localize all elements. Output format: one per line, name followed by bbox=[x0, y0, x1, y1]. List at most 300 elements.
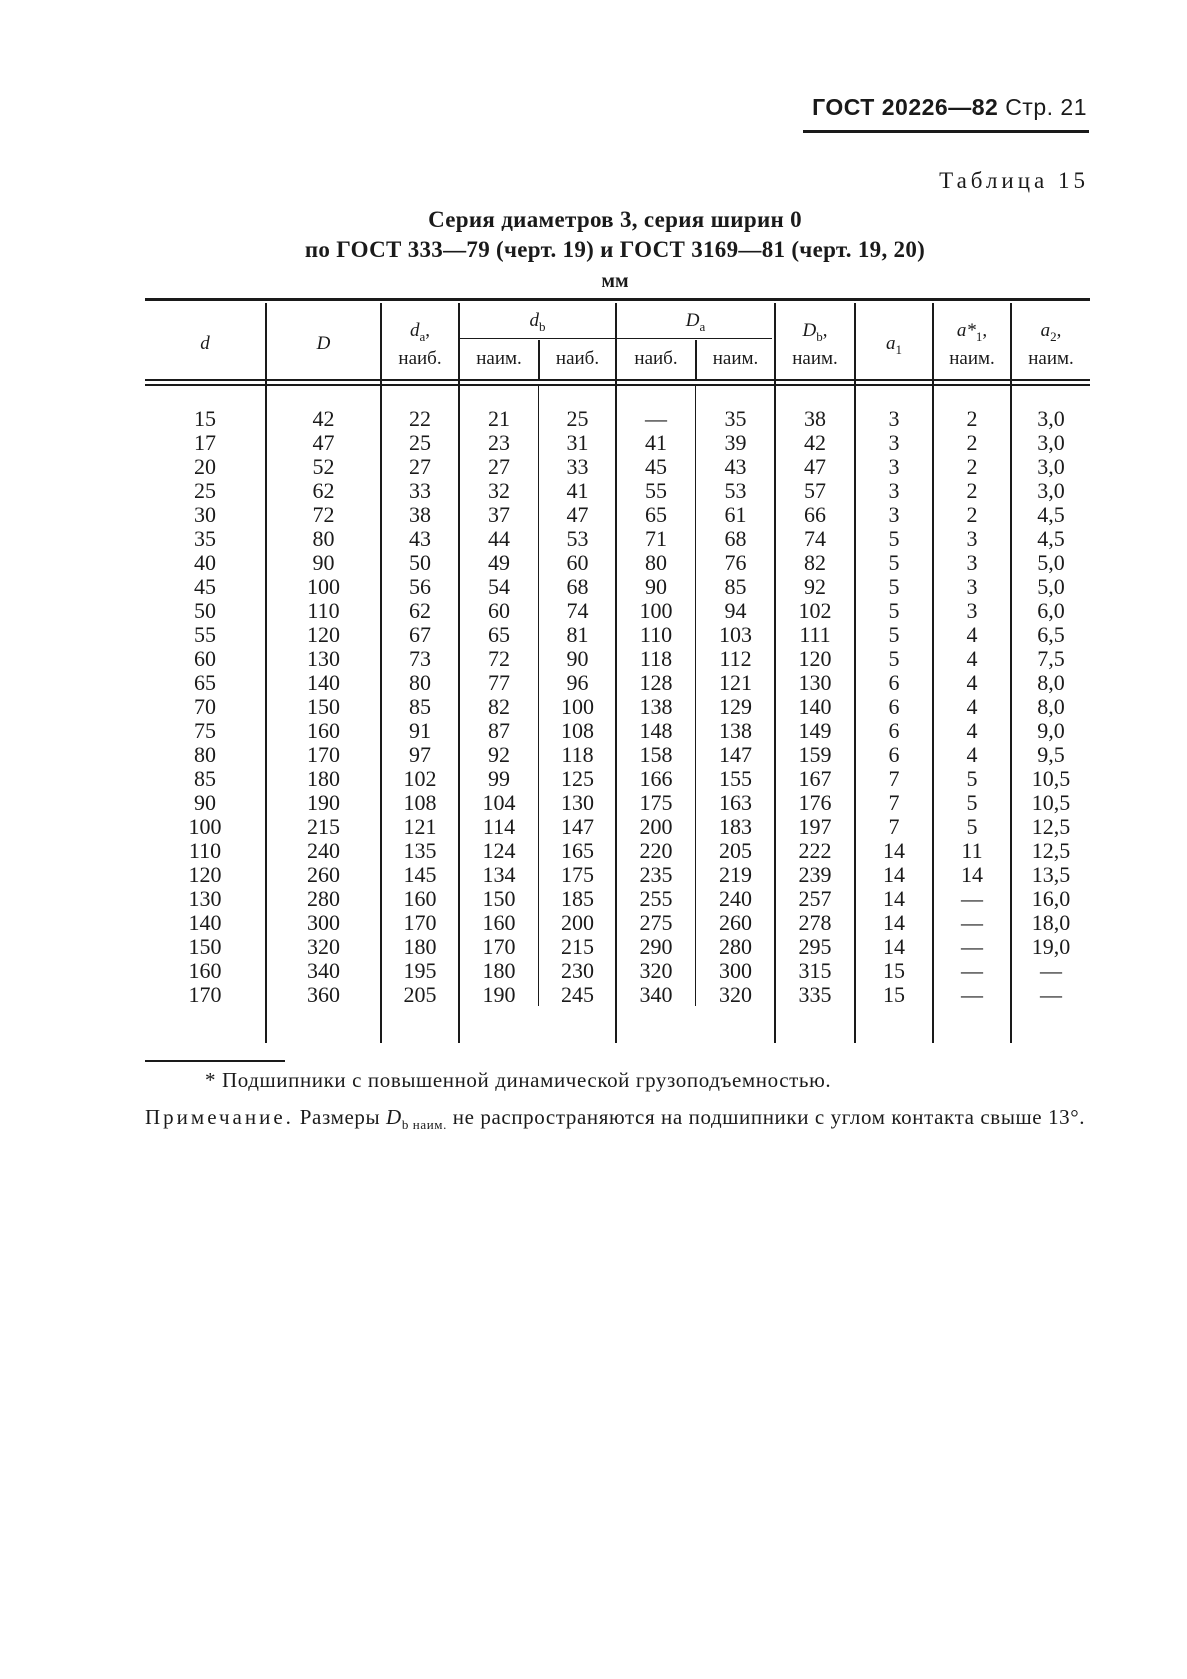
cell-Da-max: 118 bbox=[639, 646, 673, 671]
cell-Db: 222 bbox=[798, 838, 832, 863]
cell-D: 280 bbox=[307, 886, 340, 911]
cell-d: 130 bbox=[188, 886, 222, 911]
cell-Db: 335 bbox=[798, 982, 832, 1007]
cell-Da-max: 220 bbox=[639, 838, 673, 863]
Da-group-rule bbox=[617, 338, 772, 339]
cell-da: 97 bbox=[409, 742, 431, 767]
cell-Da-min: 112 bbox=[719, 646, 752, 671]
col-sep bbox=[695, 386, 696, 1006]
cell-a1: 15 bbox=[883, 982, 905, 1007]
cell-da: 102 bbox=[403, 766, 437, 791]
note-label: Примечание. bbox=[145, 1105, 294, 1129]
cell-Db: 159 bbox=[798, 742, 832, 767]
cell-da: 108 bbox=[403, 790, 437, 815]
cell-da: 205 bbox=[403, 982, 437, 1007]
cell-db-min: 49 bbox=[488, 550, 510, 575]
standard-number: ГОСТ 20226—82 bbox=[812, 94, 999, 120]
cell-db-max: 31 bbox=[566, 430, 589, 455]
cell-a1: 14 bbox=[883, 862, 905, 887]
cell-d: 100 bbox=[188, 814, 222, 839]
header-Da-max: наиб. bbox=[634, 348, 678, 369]
cell-Db: 120 bbox=[798, 646, 832, 671]
note: Примечание. Размеры $D_{b наим.}$ не распространяются на подшипники с углом контакта свыше 13°. bbox=[145, 1105, 1086, 1133]
cell-Da-min: 320 bbox=[719, 982, 752, 1007]
cell-Da-max: 45 bbox=[645, 454, 667, 479]
cell-da: 85 bbox=[409, 694, 431, 719]
cell-a1: 3 bbox=[888, 478, 900, 503]
cell-db-max: 81 bbox=[566, 622, 589, 647]
cell-Da-min: 43 bbox=[724, 454, 747, 479]
header-d: d bbox=[200, 333, 210, 354]
cell-da: 180 bbox=[403, 934, 437, 959]
cell-db-max: 41 bbox=[566, 478, 589, 503]
cell-db-min: 72 bbox=[488, 646, 510, 671]
cell-a2: — bbox=[1040, 982, 1062, 1007]
cell-d: 65 bbox=[194, 670, 216, 695]
cell-Da-min: 205 bbox=[719, 838, 752, 863]
cell-a2: 18,0 bbox=[1031, 910, 1071, 935]
cell-d: 90 bbox=[194, 790, 216, 815]
header-a1: $a_1$ bbox=[886, 333, 902, 357]
header-Da: $D_a$ bbox=[685, 310, 706, 334]
cell-db-min: 54 bbox=[488, 574, 510, 599]
cell-D: 80 bbox=[312, 526, 335, 551]
cell-Da-min: 240 bbox=[719, 886, 752, 911]
cell-a1: 6 bbox=[888, 694, 900, 719]
cell-d: 30 bbox=[194, 502, 216, 527]
cell-a2: 13,5 bbox=[1031, 862, 1071, 887]
cell-db-max: 230 bbox=[561, 958, 594, 983]
cell-Da-min: 35 bbox=[724, 406, 747, 431]
cell-db-max: 25 bbox=[566, 406, 589, 431]
cell-db-min: 160 bbox=[482, 910, 516, 935]
cell-Da-min: 300 bbox=[719, 958, 752, 983]
cell-Da-min: 39 bbox=[724, 430, 747, 455]
cell-db-min: 44 bbox=[488, 526, 510, 551]
cell-d: 75 bbox=[194, 718, 216, 743]
cell-db-max: 96 bbox=[566, 670, 589, 695]
cell-db-min: 150 bbox=[482, 886, 516, 911]
cell-a1-star: — bbox=[961, 910, 983, 935]
cell-D: 190 bbox=[307, 790, 340, 815]
cell-a1: 14 bbox=[883, 886, 905, 911]
cell-a1: 5 bbox=[888, 574, 900, 599]
cell-db-min: 180 bbox=[482, 958, 516, 983]
cell-a1: 6 bbox=[888, 718, 900, 743]
cell-D: 130 bbox=[307, 646, 340, 671]
cell-D: 90 bbox=[312, 550, 335, 575]
cell-Da-min: 94 bbox=[724, 598, 747, 623]
cell-a1: 7 bbox=[888, 790, 900, 815]
cell-Da-max: 275 bbox=[639, 910, 673, 935]
cell-db-min: 37 bbox=[488, 502, 510, 527]
cell-D: 240 bbox=[307, 838, 340, 863]
cell-a1: 14 bbox=[883, 934, 905, 959]
cell-a1: 6 bbox=[888, 670, 900, 695]
cell-Db: 176 bbox=[798, 790, 832, 815]
cell-a1-star: 5 bbox=[966, 814, 978, 839]
cell-D: 62 bbox=[312, 478, 335, 503]
cell-db-min: 23 bbox=[488, 430, 510, 455]
cell-d: 110 bbox=[188, 838, 222, 863]
cell-da: 33 bbox=[409, 478, 431, 503]
cell-a1-star: 2 bbox=[966, 478, 978, 503]
cell-D: 52 bbox=[312, 454, 335, 479]
title-line-2: по ГОСТ 333—79 (черт. 19) и ГОСТ 3169—81 (черт. 19, 20) bbox=[304, 237, 926, 262]
header-D: D bbox=[316, 333, 331, 354]
cell-db-max: 200 bbox=[561, 910, 594, 935]
cell-Db: 239 bbox=[798, 862, 832, 887]
table-top-rule bbox=[145, 298, 1090, 301]
cell-Da-max: 290 bbox=[639, 934, 673, 959]
cell-a2: 3,0 bbox=[1037, 454, 1065, 479]
cell-D: 160 bbox=[307, 718, 340, 743]
cell-Da-min: 219 bbox=[719, 862, 752, 887]
cell-Da-min: 85 bbox=[724, 574, 747, 599]
cell-d: 140 bbox=[188, 910, 222, 935]
cell-Da-max: 65 bbox=[645, 502, 667, 527]
cell-da: 50 bbox=[409, 550, 431, 575]
cell-Da-max: 340 bbox=[639, 982, 673, 1007]
cell-db-max: 68 bbox=[566, 574, 589, 599]
cell-db-min: 77 bbox=[488, 670, 510, 695]
cell-Da-min: 163 bbox=[719, 790, 752, 815]
cell-Da-min: 53 bbox=[724, 478, 747, 503]
cell-a1-star: 3 bbox=[966, 598, 978, 623]
cell-da: 135 bbox=[403, 838, 437, 863]
cell-D: 180 bbox=[307, 766, 340, 791]
cell-a2: 3,0 bbox=[1037, 430, 1065, 455]
cell-d: 60 bbox=[194, 646, 216, 671]
cell-Db: 130 bbox=[798, 670, 832, 695]
cell-Da-min: 103 bbox=[719, 622, 752, 647]
cell-a1: 3 bbox=[888, 406, 900, 431]
cell-a2: 10,5 bbox=[1031, 766, 1071, 791]
header-db-max: наиб. bbox=[555, 348, 600, 369]
cell-D: 47 bbox=[312, 430, 335, 455]
cell-db-max: 47 bbox=[566, 502, 589, 527]
cell-da: 67 bbox=[409, 622, 431, 647]
cell-Db: 315 bbox=[798, 958, 832, 983]
cell-a2: 3,0 bbox=[1037, 406, 1065, 431]
cell-a2: 16,0 bbox=[1031, 886, 1071, 911]
cell-db-max: 125 bbox=[561, 766, 594, 791]
cell-a1: 3 bbox=[888, 502, 900, 527]
cell-D: 100 bbox=[307, 574, 340, 599]
footnote-rule bbox=[145, 1060, 285, 1062]
cell-db-max: 108 bbox=[561, 718, 594, 743]
cell-a2: 12,5 bbox=[1031, 814, 1071, 839]
header-db: $d_b$ bbox=[529, 310, 546, 334]
cell-db-min: 32 bbox=[488, 478, 510, 503]
cell-db-max: 60 bbox=[566, 550, 589, 575]
cell-a2: 4,5 bbox=[1037, 502, 1065, 527]
header-db-min: наим. bbox=[476, 348, 522, 369]
cell-a1-star: 2 bbox=[966, 502, 978, 527]
cell-D: 140 bbox=[307, 670, 340, 695]
cell-a1: 5 bbox=[888, 550, 900, 575]
cell-Da-max: 200 bbox=[639, 814, 673, 839]
cell-db-max: 215 bbox=[561, 934, 594, 959]
cell-Db: 140 bbox=[798, 694, 832, 719]
cell-a1-star: 3 bbox=[966, 526, 978, 551]
cell-D: 120 bbox=[307, 622, 340, 647]
page-header bbox=[805, 94, 1087, 121]
cell-db-min: 87 bbox=[488, 718, 510, 743]
cell-Da-min: 183 bbox=[719, 814, 752, 839]
cell-Da-max: 80 bbox=[645, 550, 667, 575]
cell-Da-max: 175 bbox=[639, 790, 673, 815]
cell-a1-star: — bbox=[961, 958, 983, 983]
cell-da: 62 bbox=[409, 598, 431, 623]
cell-Da-min: 61 bbox=[724, 502, 747, 527]
cell-D: 260 bbox=[307, 862, 340, 887]
cell-d: 160 bbox=[188, 958, 222, 983]
cell-a1-star: 4 bbox=[966, 742, 978, 767]
note-symbol: D bbox=[386, 1105, 402, 1129]
cell-d: 170 bbox=[188, 982, 222, 1007]
cell-D: 110 bbox=[307, 598, 340, 623]
cell-a1-star: 4 bbox=[966, 694, 978, 719]
cell-db-min: 27 bbox=[488, 454, 510, 479]
cell-Db: 102 bbox=[798, 598, 832, 623]
header-da: $d_a$, наиб. bbox=[398, 320, 442, 369]
table-title bbox=[140, 205, 1090, 265]
cell-a2: 3,0 bbox=[1037, 478, 1065, 503]
cell-Da-max: 100 bbox=[639, 598, 673, 623]
cell-d: 150 bbox=[188, 934, 222, 959]
cell-Da-min: 260 bbox=[719, 910, 752, 935]
cell-a1-star: 5 bbox=[966, 766, 978, 791]
cell-a1: 7 bbox=[888, 766, 900, 791]
cell-a2: 9,0 bbox=[1037, 718, 1065, 743]
cell-D: 72 bbox=[312, 502, 335, 527]
cell-db-min: 134 bbox=[482, 862, 516, 887]
cell-da: 91 bbox=[409, 718, 431, 743]
cell-Da-max: 55 bbox=[645, 478, 667, 503]
cell-db-min: 99 bbox=[488, 766, 510, 791]
cell-a1-star: 14 bbox=[961, 862, 983, 887]
page-number: Стр. 21 bbox=[1005, 94, 1087, 120]
cell-Da-min: 138 bbox=[719, 718, 752, 743]
cell-Da-min: 129 bbox=[719, 694, 752, 719]
cell-da: 121 bbox=[403, 814, 437, 839]
cell-db-min: 92 bbox=[488, 742, 510, 767]
cell-Db: 197 bbox=[798, 814, 832, 839]
cell-d: 17 bbox=[194, 430, 216, 455]
cell-db-max: 118 bbox=[561, 742, 594, 767]
cell-D: 320 bbox=[307, 934, 340, 959]
cell-db-min: 21 bbox=[488, 406, 510, 431]
cell-db-max: 100 bbox=[561, 694, 594, 719]
cell-Da-max: 235 bbox=[639, 862, 673, 887]
cell-Db: 111 bbox=[799, 622, 831, 647]
cell-Da-max: 138 bbox=[639, 694, 673, 719]
cell-Da-max: 148 bbox=[639, 718, 673, 743]
cell-db-max: 53 bbox=[566, 526, 589, 551]
cell-D: 170 bbox=[307, 742, 340, 767]
db-group-rule bbox=[460, 338, 615, 339]
cell-a1-star: 4 bbox=[966, 670, 978, 695]
header-bottom-rule-2 bbox=[145, 384, 1090, 386]
cell-a2: 19,0 bbox=[1031, 934, 1071, 959]
cell-Db: 92 bbox=[804, 574, 826, 599]
cell-Db: 38 bbox=[804, 406, 826, 431]
cell-Db: 42 bbox=[804, 430, 826, 455]
cell-a2: 8,0 bbox=[1037, 670, 1065, 695]
cell-db-min: 82 bbox=[488, 694, 510, 719]
cell-da: 195 bbox=[403, 958, 437, 983]
cell-da: 27 bbox=[409, 454, 431, 479]
cell-D: 360 bbox=[307, 982, 340, 1007]
cell-a1-star: — bbox=[961, 982, 983, 1007]
cell-Da-max: 41 bbox=[645, 430, 667, 455]
cell-Da-max: 71 bbox=[645, 526, 667, 551]
cell-a2: 4,5 bbox=[1037, 526, 1065, 551]
cell-Da-max: 128 bbox=[639, 670, 673, 695]
cell-Db: 57 bbox=[804, 478, 826, 503]
footnote: * Подшипники с повышенной динамической грузоподъемностью. bbox=[205, 1068, 832, 1092]
cell-Da-max: 255 bbox=[639, 886, 673, 911]
cell-d: 20 bbox=[194, 454, 216, 479]
cell-Db: 74 bbox=[804, 526, 826, 551]
cell-Da-max: 320 bbox=[639, 958, 673, 983]
col-sep bbox=[538, 386, 539, 1006]
cell-db-max: 185 bbox=[561, 886, 594, 911]
cell-a2: 7,5 bbox=[1037, 646, 1065, 671]
cell-da: 80 bbox=[409, 670, 431, 695]
cell-d: 40 bbox=[194, 550, 216, 575]
cell-Da-min: 76 bbox=[724, 550, 747, 575]
cell-a1: 14 bbox=[883, 910, 905, 935]
cell-a2: 6,0 bbox=[1037, 598, 1065, 623]
cell-db-max: 165 bbox=[561, 838, 594, 863]
cell-a2: 5,0 bbox=[1037, 574, 1065, 599]
cell-a1-star: 2 bbox=[966, 406, 978, 431]
cell-a1: 5 bbox=[888, 622, 900, 647]
cell-a1-star: 3 bbox=[966, 574, 978, 599]
cell-a2: 9,5 bbox=[1037, 742, 1065, 767]
cell-Da-min: 280 bbox=[719, 934, 752, 959]
table-label: Таблица 15 bbox=[939, 168, 1089, 193]
cell-a1: 5 bbox=[888, 646, 900, 671]
cell-a2: — bbox=[1040, 958, 1062, 983]
cell-a1-star: 5 bbox=[966, 790, 978, 815]
cell-d: 70 bbox=[194, 694, 216, 719]
cell-D: 340 bbox=[307, 958, 340, 983]
cell-a1: 7 bbox=[888, 814, 900, 839]
header-bottom-rule bbox=[145, 379, 1090, 381]
cell-D: 42 bbox=[312, 406, 335, 431]
cell-Db: 47 bbox=[804, 454, 826, 479]
cell-db-max: 147 bbox=[561, 814, 594, 839]
cell-d: 80 bbox=[194, 742, 216, 767]
cell-Da-max: 110 bbox=[639, 622, 673, 647]
cell-Da-max: 158 bbox=[639, 742, 673, 767]
cell-db-max: 175 bbox=[561, 862, 594, 887]
cell-da: 73 bbox=[409, 646, 431, 671]
cell-db-min: 124 bbox=[482, 838, 516, 863]
cell-db-min: 104 bbox=[482, 790, 516, 815]
cell-a2: 8,0 bbox=[1037, 694, 1065, 719]
cell-d: 35 bbox=[194, 526, 216, 551]
cell-a1: 6 bbox=[888, 742, 900, 767]
cell-db-min: 60 bbox=[488, 598, 510, 623]
cell-Db: 66 bbox=[804, 502, 826, 527]
cell-a1: 14 bbox=[883, 838, 905, 863]
header-Da-min: наим. bbox=[712, 348, 759, 369]
cell-da: 160 bbox=[403, 886, 437, 911]
cell-a1: 15 bbox=[883, 958, 905, 983]
cell-db-max: 130 bbox=[561, 790, 594, 815]
cell-a1-star: 11 bbox=[961, 838, 983, 863]
cell-Da-max: 90 bbox=[645, 574, 667, 599]
cell-d: 120 bbox=[188, 862, 222, 887]
cell-a1-star: 2 bbox=[966, 454, 978, 479]
cell-a1: 5 bbox=[888, 526, 900, 551]
cell-da: 145 bbox=[403, 862, 437, 887]
header-Db: $D_b$, наим. bbox=[792, 320, 838, 369]
unit-label: мм bbox=[601, 270, 629, 292]
cell-a2: 10,5 bbox=[1031, 790, 1071, 815]
cell-da: 56 bbox=[409, 574, 431, 599]
cell-a2: 6,5 bbox=[1037, 622, 1065, 647]
cell-Da-max: 166 bbox=[639, 766, 673, 791]
cell-D: 150 bbox=[307, 694, 340, 719]
cell-a1: 3 bbox=[888, 454, 900, 479]
cell-da: 22 bbox=[409, 406, 431, 431]
cell-d: 55 bbox=[194, 622, 216, 647]
cell-d: 85 bbox=[194, 766, 216, 791]
cell-d: 15 bbox=[194, 406, 216, 431]
cell-db-min: 65 bbox=[488, 622, 510, 647]
cell-db-max: 33 bbox=[566, 454, 589, 479]
header-rule bbox=[803, 130, 1089, 133]
cell-Db: 149 bbox=[798, 718, 832, 743]
cell-a1-star: 4 bbox=[966, 622, 978, 647]
cell-Db: 278 bbox=[798, 910, 832, 935]
cell-a1-star: 4 bbox=[966, 718, 978, 743]
cell-Da-min: 147 bbox=[719, 742, 752, 767]
cell-da: 25 bbox=[409, 430, 431, 455]
cell-Db: 82 bbox=[804, 550, 826, 575]
cell-a1-star: 3 bbox=[966, 550, 978, 575]
cell-a1-star: — bbox=[961, 934, 983, 959]
cell-a1: 3 bbox=[888, 430, 900, 455]
cell-da: 43 bbox=[409, 526, 431, 551]
header-a1-star: $a*_1$, наим. bbox=[949, 320, 995, 369]
cell-d: 45 bbox=[194, 574, 216, 599]
cell-a1-star: — bbox=[961, 886, 983, 911]
cell-db-min: 170 bbox=[482, 934, 516, 959]
cell-db-max: 74 bbox=[566, 598, 589, 623]
cell-Db: 167 bbox=[798, 766, 832, 791]
cell-Da-max: — bbox=[645, 406, 667, 431]
cell-db-min: 114 bbox=[482, 814, 516, 839]
cell-a2: 5,0 bbox=[1037, 550, 1065, 575]
cell-da: 170 bbox=[403, 910, 437, 935]
cell-Da-min: 155 bbox=[719, 766, 752, 791]
cell-a1-star: 2 bbox=[966, 430, 978, 455]
header-a2: $a_2$, наим. bbox=[1028, 320, 1074, 369]
cell-da: 38 bbox=[409, 502, 431, 527]
title-line-1: Серия диаметров 3, серия ширин 0 bbox=[428, 207, 802, 232]
cell-a1: 5 bbox=[888, 598, 900, 623]
cell-Db: 257 bbox=[798, 886, 832, 911]
cell-Db: 295 bbox=[798, 934, 832, 959]
cell-D: 215 bbox=[307, 814, 340, 839]
cell-a1-star: 4 bbox=[966, 646, 978, 671]
